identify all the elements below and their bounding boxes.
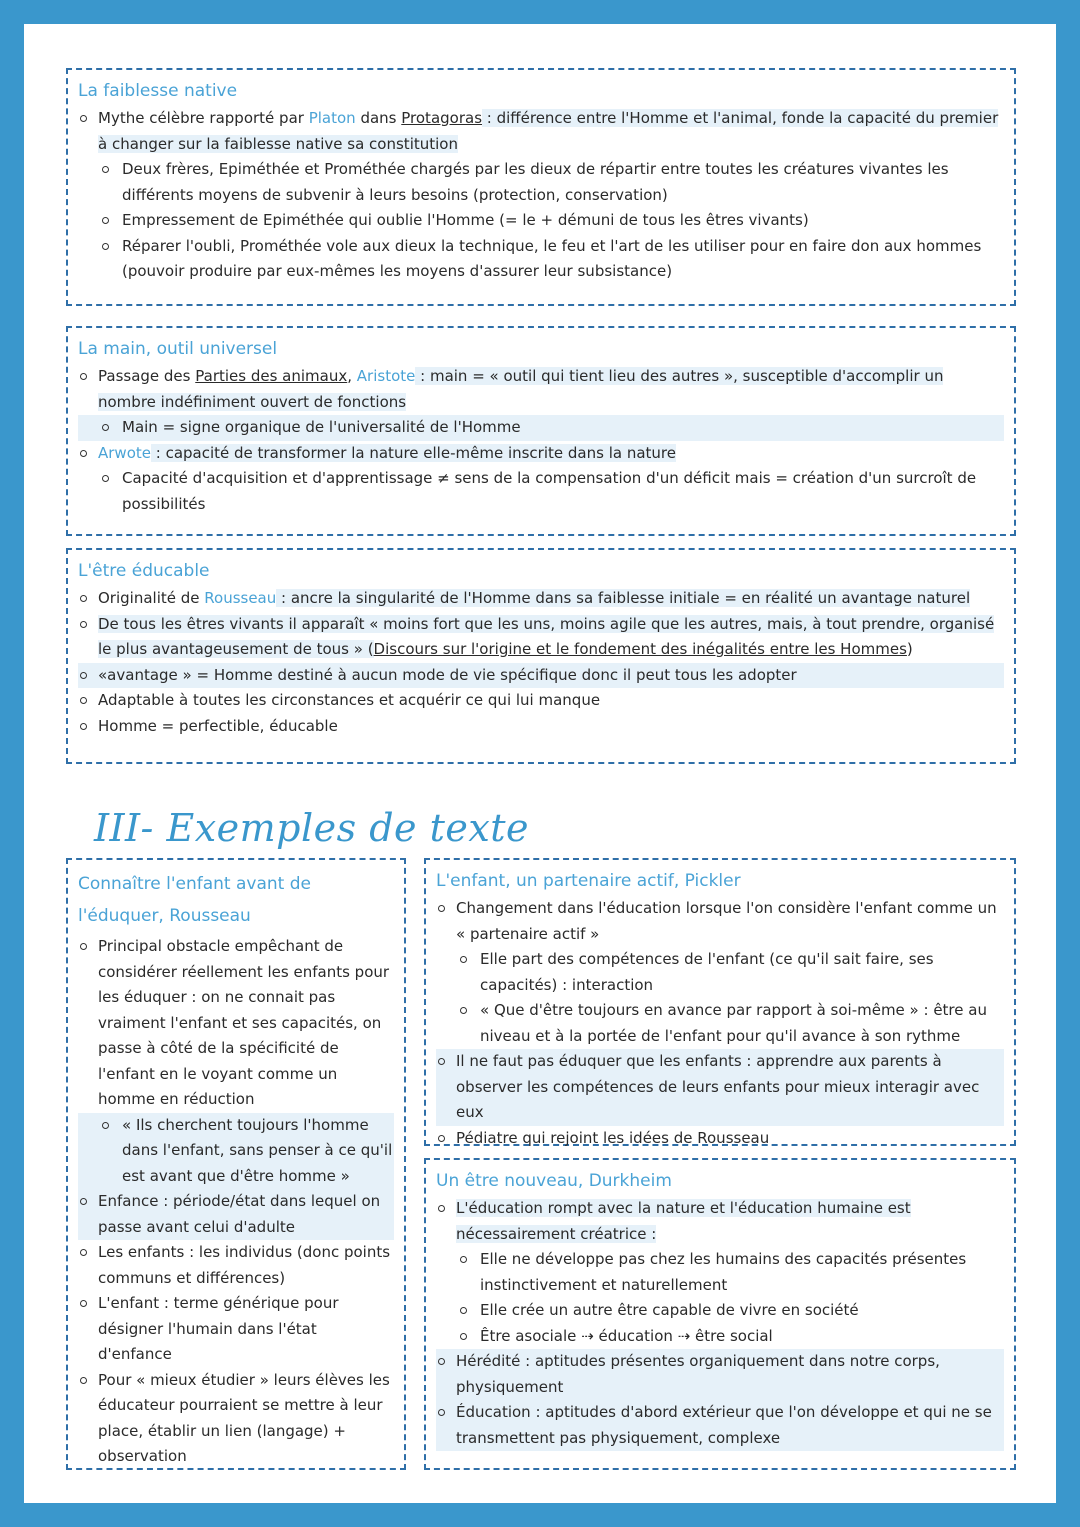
list-item: Éducation : aptitudes d'abord extérieur que l'on développe et qui ne se transmettent pas physiquement, complexe [436,1400,1004,1451]
list-item: Elle ne développe pas chez les humains des capacités présentes instinctivement et naturellement [436,1247,1004,1298]
list-item: Pour « mieux étudier » leurs élèves les éducateur pourraient se mettre à leur place, établir un lien (langage) + observation [78,1368,394,1470]
list-item: De tous les êtres vivants il apparaît « moins fort que les uns, moins agile que les autres, mais, à tout prendre, organisé le plus avantageusement de tous » (Discours sur l'origine et le fondement des inégalités entre les Hommes) [78,612,1004,663]
list-item: Main = signe organique de l'universalité de l'Homme [78,415,1004,441]
list-item: Hérédité : aptitudes présentes organiquement dans notre corps, physiquement [436,1349,1004,1400]
list-item: Pédiatre qui rejoint les idées de Rousseau [436,1126,1004,1152]
list-item: Réparer l'oubli, Prométhée vole aux dieux la technique, le feu et l'art de les utiliser pour en faire don aux hommes (pouvoir produire par eux-mêmes les moyens d'assurer leur subsistance) [78,234,1004,285]
heading-exemples-de-texte: III- Exemples de texte [94,806,530,850]
list-item: Enfance : période/état dans lequel on passe avant celui d'adulte [78,1189,394,1240]
list-item: Principal obstacle empêchant de considérer réellement les enfants pour les éduquer : on ne connait pas vraiment l'enfant et ses capacités, on passe à côté de la spécificité de l'enfant en le voyant comme un homme en réduction « Ils cherchent toujours l'homme dans l'enfant, sans penser à ce qu'il est avant que d'être homme » [78,934,394,1189]
list-item: Homme = perfectible, éducable [78,714,1004,740]
list-item: Deux frères, Epiméthée et Prométhée chargés par les dieux de répartir entre toutes les créatures vivantes les différents moyens de subvenir à leurs besoins (protection, conservation) [78,157,1004,208]
list-item: Mythe célèbre rapporté par Platon dans Protagoras : différence entre l'Homme et l'animal, fonde la capacité du premier à changer sur la faiblesse native sa constitution Deux frères, Epiméthée et Prométhée chargés par les dieux de répartir entre toutes les créatures vivantes les différents moyens de subvenir à leurs besoins (protection, conservation) Empressement de Epiméthée qui oublie l'Homme (= le + démuni de tous les êtres vivants) Réparer l'oubli, Prométhée vole aux dieux la technique, le feu et l'art de les utiliser pour en faire don aux hommes (pouvoir produire par eux-mêmes les moyens d'assurer leur subsistance) [78,106,1004,285]
section-etre-educable [66,548,1016,764]
section-main-outil [66,326,1016,536]
page [24,24,1056,1503]
list-item: « Ils cherchent toujours l'homme dans l'enfant, sans penser à ce qu'il est avant que d'être homme » [78,1113,394,1190]
list-item: Adaptable à toutes les circonstances et acquérir ce qui lui manque [78,688,1004,714]
section-title-educable: L'être éducable [78,561,210,581]
list-item: Changement dans l'éducation lorsque l'on considère l'enfant comme un « partenaire actif » Elle part des compétences de l'enfant (ce qu'il sait faire, ses capacités) : interaction « Que d'être toujours en avance par rapport à soi-même » : être au niveau et à la portée de l'enfant pour qu'il avance à son rythme [436,896,1004,1049]
list-item: Elle part des compétences de l'enfant (ce qu'il sait faire, ses capacités) : interaction [436,947,1004,998]
section-title-durkheim: Un être nouveau, Durkheim [436,1171,672,1191]
list-item: Passage des Parties des animaux, Aristote : main = « outil qui tient lieu des autres », susceptible d'accomplir un nombre indéfiniment ouvert de fonctions Main = signe organique de l'universalité de l'Homme [78,364,1004,441]
list-item: Elle crée un autre être capable de vivre en société [436,1298,1004,1324]
list-item: Capacité d'acquisition et d'apprentissage ≠ sens de la compensation d'un déficit mais = création d'un surcroît de possibilités [78,466,1004,517]
list-item: L'éducation rompt avec la nature et l'éducation humaine est nécessairement créatrice : Elle ne développe pas chez les humains des capacités présentes instinctivement et naturellement Elle crée un autre être capable de vivre en société Être asociale ⇢ éducation ⇢ être social [436,1196,1004,1349]
section-title-partenaire: L'enfant, un partenaire actif, Pickler [436,871,741,891]
list-item: Les enfants : les individus (donc points communs et différences) [78,1240,394,1291]
section-title-connaitre: Connaître l'enfant avant de l'éduquer, Rousseau [78,874,311,926]
section-title-main: La main, outil universel [78,339,278,359]
section-title-faiblesse: La faiblesse native [78,81,238,101]
section-faiblesse-native [66,68,1016,306]
list-item: «avantage » = Homme destiné à aucun mode de vie spécifique donc il peut tous les adopter [78,663,1004,689]
section-connaitre-enfant [66,858,406,1470]
list-item: Arwote : capacité de transformer la nature elle-même inscrite dans la nature Capacité d'acquisition et d'apprentissage ≠ sens de la compensation d'un déficit mais = création d'un surcroît de possibilités [78,441,1004,518]
section-partenaire-actif [424,858,1016,1146]
list-item: Empressement de Epiméthée qui oublie l'Homme (= le + démuni de tous les êtres vivants) [78,208,1004,234]
section-etre-nouveau [424,1158,1016,1470]
list-item: « Que d'être toujours en avance par rapport à soi-même » : être au niveau et à la portée de l'enfant pour qu'il avance à son rythme [436,998,1004,1049]
list-item: Il ne faut pas éduquer que les enfants : apprendre aux parents à observer les compétences de leurs enfants pour mieux interagir avec eux [436,1049,1004,1126]
list-item: Être asociale ⇢ éducation ⇢ être social [436,1324,1004,1350]
list-item: L'enfant : terme générique pour désigner l'humain dans l'état d'enfance [78,1291,394,1368]
list-item: Originalité de Rousseau : ancre la singularité de l'Homme dans sa faiblesse initiale = en réalité un avantage naturel [78,586,1004,612]
